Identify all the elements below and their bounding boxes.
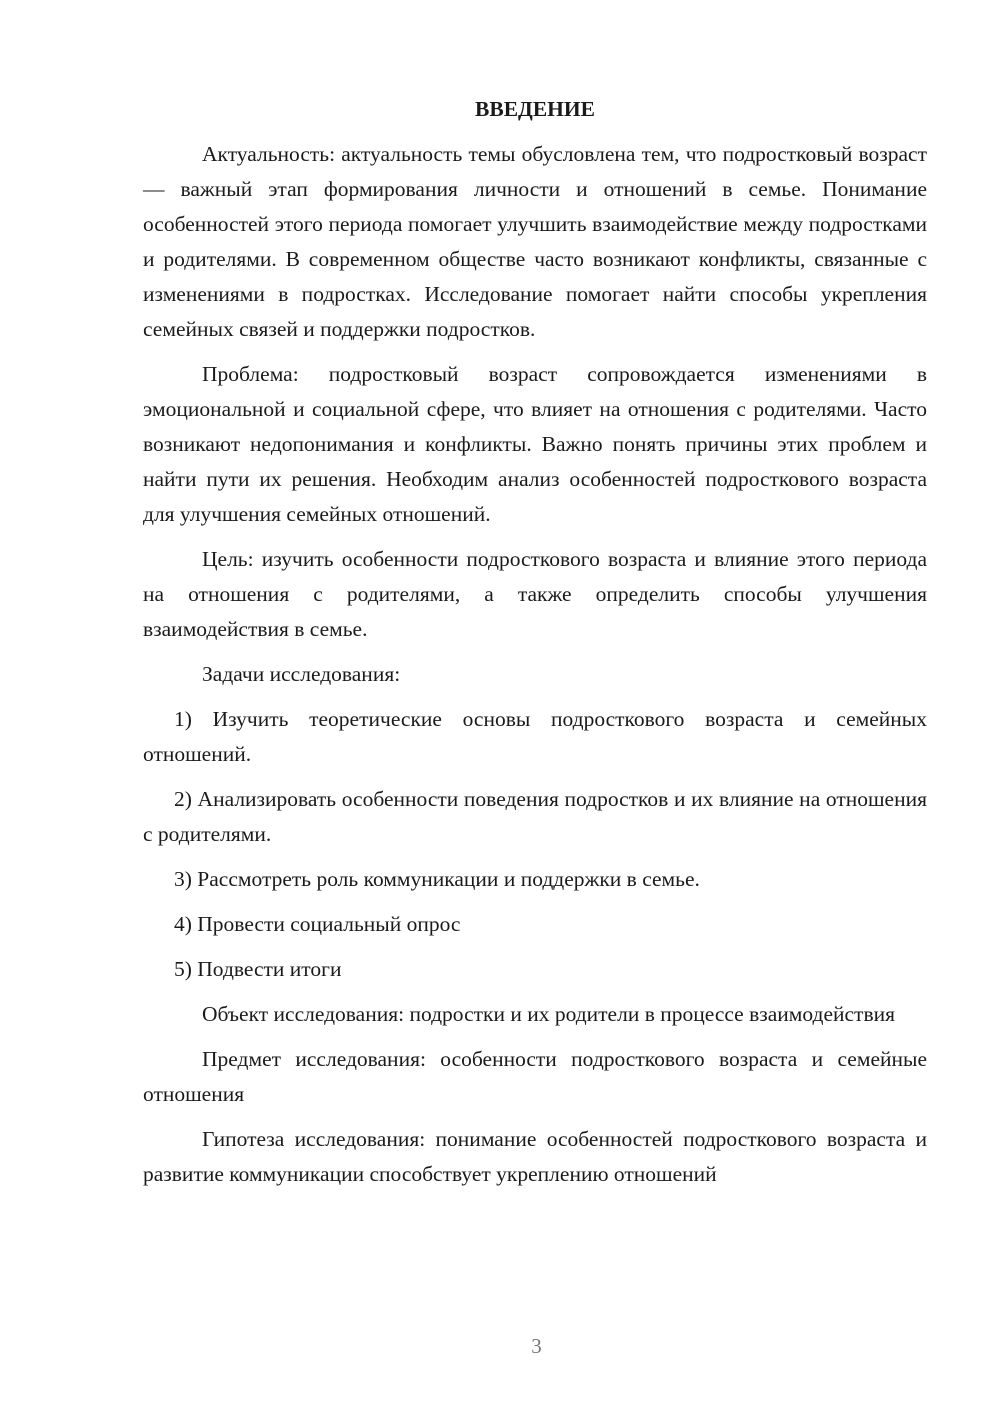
task-item-5: 5) Подвести итоги: [174, 957, 342, 981]
task-item-3: 3) Рассмотреть роль коммуникации и поддержки в семье.: [174, 867, 700, 891]
section-heading: ВВЕДЕНИЕ: [475, 97, 595, 121]
task-item-1: 1) Изучить теоретические основы подросткового возраста и семейных отношений.: [143, 707, 927, 766]
paragraph-hypothesis: Гипотеза исследования: понимание особенностей подросткового возраста и развитие коммуникации способствует укреплению отношений: [143, 1127, 927, 1186]
paragraph-goal: Цель: изучить особенности подросткового возраста и влияние этого периода на отношения с родителями, а также определить способы улучшения взаимодействия в семье.: [143, 547, 927, 641]
page-content: [143, 92, 927, 1202]
page-number: 3: [531, 1334, 542, 1358]
tasks-list: [143, 702, 927, 987]
paragraph-relevance: Актуальность: актуальность темы обусловлена тем, что подростковый возраст — важный этап формирования личности и отношений в семье. Понимание особенностей этого периода помогает улучшить взаимодействие между подростками и родителями. В современном обществе часто возникают конфликты, связанные с изменениями в подростках. Исследование помогает найти способы укрепления семейных связей и поддержки подростков.: [143, 142, 927, 341]
paragraph-problem: Проблема: подростковый возраст сопровождается изменениями в эмоциональной и социальной сфере, что влияет на отношения с родителями. Часто возникают недопонимания и конфликты. Важно понять причины этих проблем и найти пути их решения. Необходим анализ особенностей подросткового возраста для улучшения семейных отношений.: [143, 362, 927, 526]
paragraph-tasks-title: Задачи исследования:: [202, 662, 401, 686]
task-item-2: 2) Анализировать особенности поведения подростков и их влияние на отношения с родителями.: [143, 787, 927, 846]
paragraph-object: Объект исследования: подростки и их родители в процессе взаимодействия: [202, 1002, 895, 1026]
task-item-4: 4) Провести социальный опрос: [174, 912, 461, 936]
paragraph-subject: Предмет исследования: особенности подросткового возраста и семейные отношения: [143, 1047, 927, 1106]
